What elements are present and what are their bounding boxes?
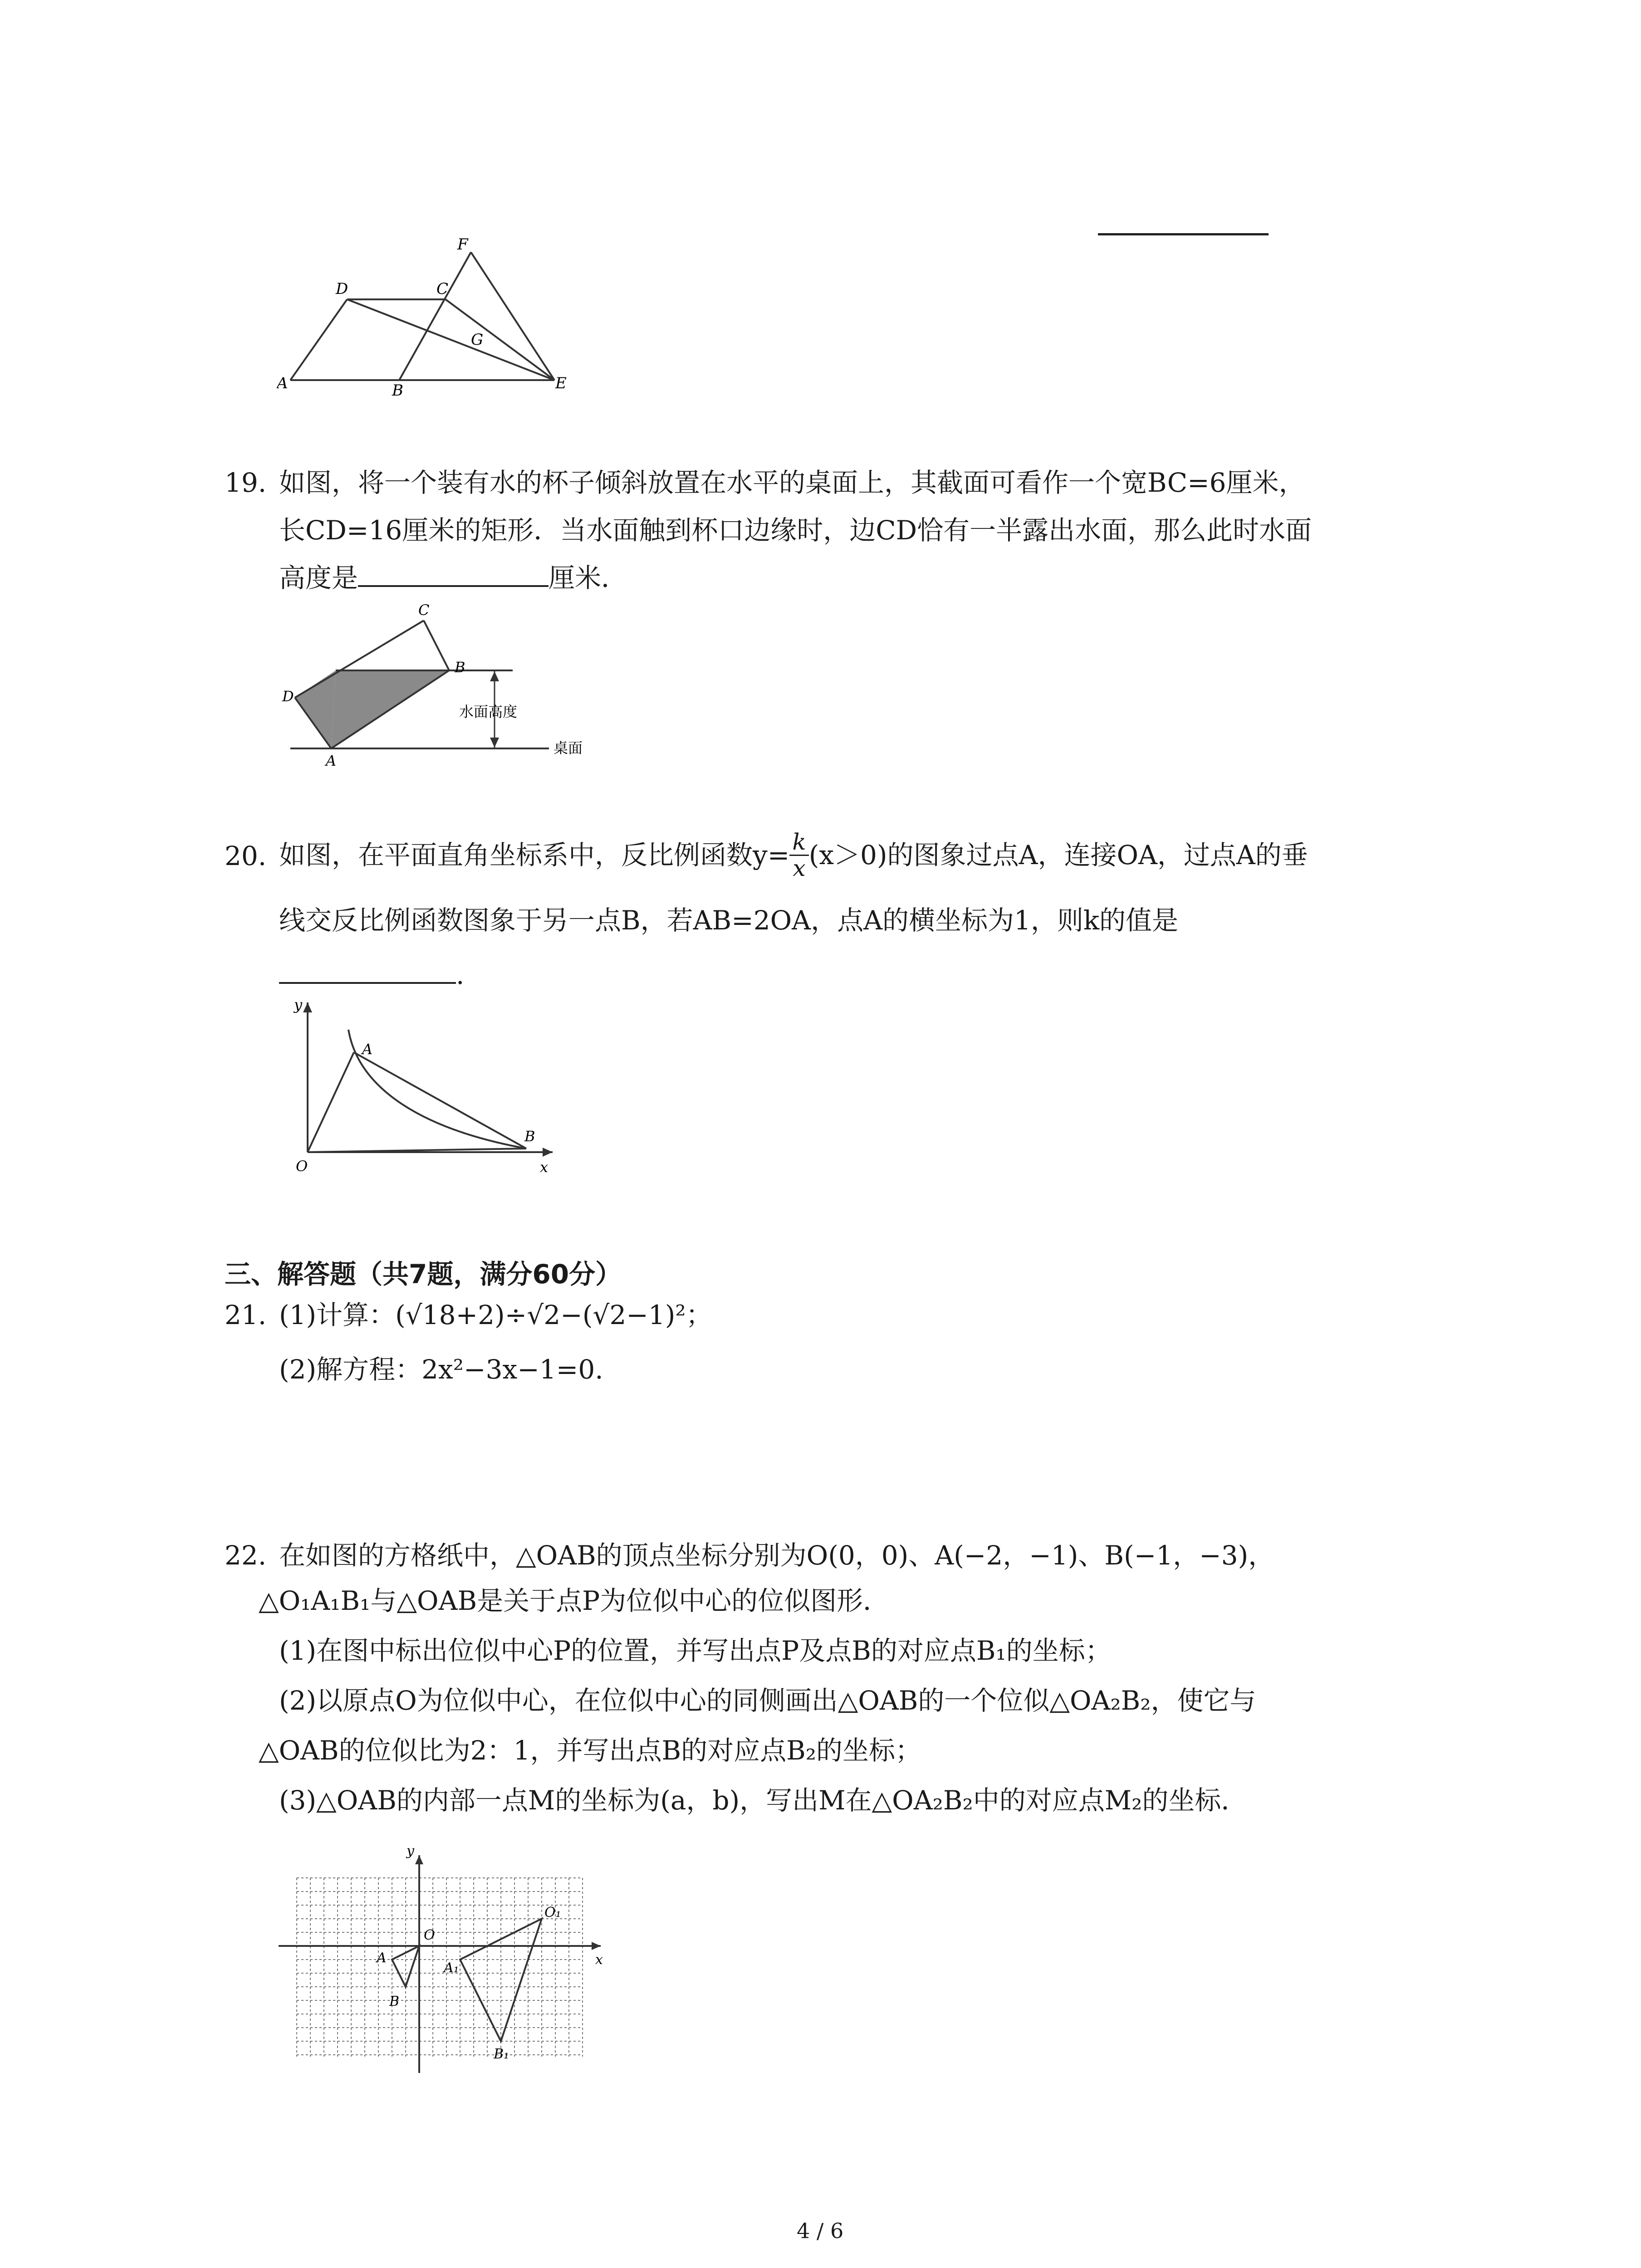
q18-label-E: E [555, 374, 567, 392]
q20-label-O: O [296, 1158, 308, 1175]
q22-part1: (1)在图中标出位似中心P的位置，并写出点P及点B的对应点B₁的坐标； [279, 1635, 1112, 1666]
q19-figure [281, 594, 608, 767]
q18-label-F: F [457, 236, 468, 254]
q20-frac-den: x [793, 855, 806, 881]
q20-number: 20. [225, 841, 267, 871]
q22-label-B1: B₁ [494, 2046, 509, 2062]
q22-label-x: x [595, 1952, 603, 1968]
q22-label-y: y [407, 1843, 414, 1859]
q22-part3: (3)△OAB的内部一点M的坐标为(a，b)，写出M在△OA₂B₂中的对应点M₂的坐标． [279, 1785, 1248, 1816]
q22-number: 22. [225, 1540, 267, 1571]
q21-part1: (1)计算：(√18+2)÷√2−(√2−1)²； [279, 1300, 712, 1330]
q18-figure [277, 236, 585, 399]
q22-line2: △O₁A₁B₁与△OAB是关于点P为位似中心的位似图形． [259, 1585, 890, 1616]
q19-water-height-label: 水面高度 [459, 703, 518, 720]
q22-line1: 在如图的方格纸中，△OAB的顶点坐标分别为O(0，0)、A(−2，−1)、B(−1，−3)， [279, 1540, 1275, 1571]
q20-label-B: B [524, 1128, 535, 1145]
q20-line2: 线交反比例函数图象于另一点B，若AB=2OA，点A的横坐标为1，则k的值是 [279, 905, 1178, 936]
q20-line3-post: . [456, 959, 465, 990]
q18-label-B: B [392, 381, 403, 399]
q19-label-B: B [455, 659, 465, 676]
q22-label-B: B [389, 1994, 400, 2009]
q19-label-A: A [326, 752, 337, 767]
q20-label-y: y [294, 996, 303, 1013]
q19-line3-post: 厘米． [549, 562, 628, 593]
q20-fraction [789, 830, 808, 881]
q22-part2a: (2)以原点O为位似中心，在位似中心的同侧画出△OAB的一个位似△OA₂B₂，使它与 [279, 1685, 1256, 1716]
page-number: 4 / 6 [797, 2219, 844, 2243]
q22-label-A1: A₁ [444, 1960, 459, 1976]
q19-label-D: D [282, 688, 294, 705]
q21-part2: (2)解方程：2x²−3x−1=0. [279, 1354, 603, 1385]
q20-figure [272, 993, 572, 1179]
q18-answer-blank[interactable] [1098, 233, 1269, 235]
q19-line3 [279, 562, 628, 593]
q21-number: 21. [225, 1300, 267, 1330]
q19-number: 19. [225, 467, 267, 498]
q20-line1-pre: 如图，在平面直角坐标系中，反比例函数y= [279, 840, 790, 870]
q19-line2: 长CD=16厘米的矩形．当水面触到杯口边缘时，边CD恰有一半露出水面，那么此时水面 [279, 515, 1312, 546]
q22-grid-figure [272, 1828, 608, 2100]
q22-label-O: O [424, 1927, 435, 1943]
q18-label-A: A [277, 374, 288, 392]
q20-line1 [279, 826, 1308, 885]
q22-label-A: A [377, 1950, 387, 1966]
q20-line1-post: (x＞0)的图象过点A，连接OA，过点A的垂 [808, 840, 1308, 870]
q20-answer-blank[interactable] [279, 982, 456, 984]
q19-desk-label: 桌面 [554, 739, 583, 757]
q18-label-G: G [471, 331, 484, 349]
q20-frac-num: k [789, 830, 808, 856]
q18-label-D: D [336, 280, 348, 298]
q19-answer-blank[interactable] [358, 585, 549, 587]
q22-label-O1: O₁ [544, 1905, 561, 1921]
q19-line3-pre: 高度是 [279, 562, 358, 593]
section3-title: 三、解答题（共7题，满分60分） [225, 1259, 622, 1290]
q22-part2b: △OAB的位似比为2：1，并写出点B的对应点B₂的坐标； [259, 1735, 921, 1766]
q20-label-A: A [362, 1041, 373, 1058]
q18-label-C: C [436, 280, 449, 298]
q20-line3 [279, 959, 465, 990]
q19-label-C: C [418, 601, 430, 619]
q20-label-x: x [540, 1158, 549, 1176]
q19-line1: 如图，将一个装有水的杯子倾斜放置在水平的桌面上，其截面可看作一个宽BC=6厘米， [279, 467, 1305, 498]
